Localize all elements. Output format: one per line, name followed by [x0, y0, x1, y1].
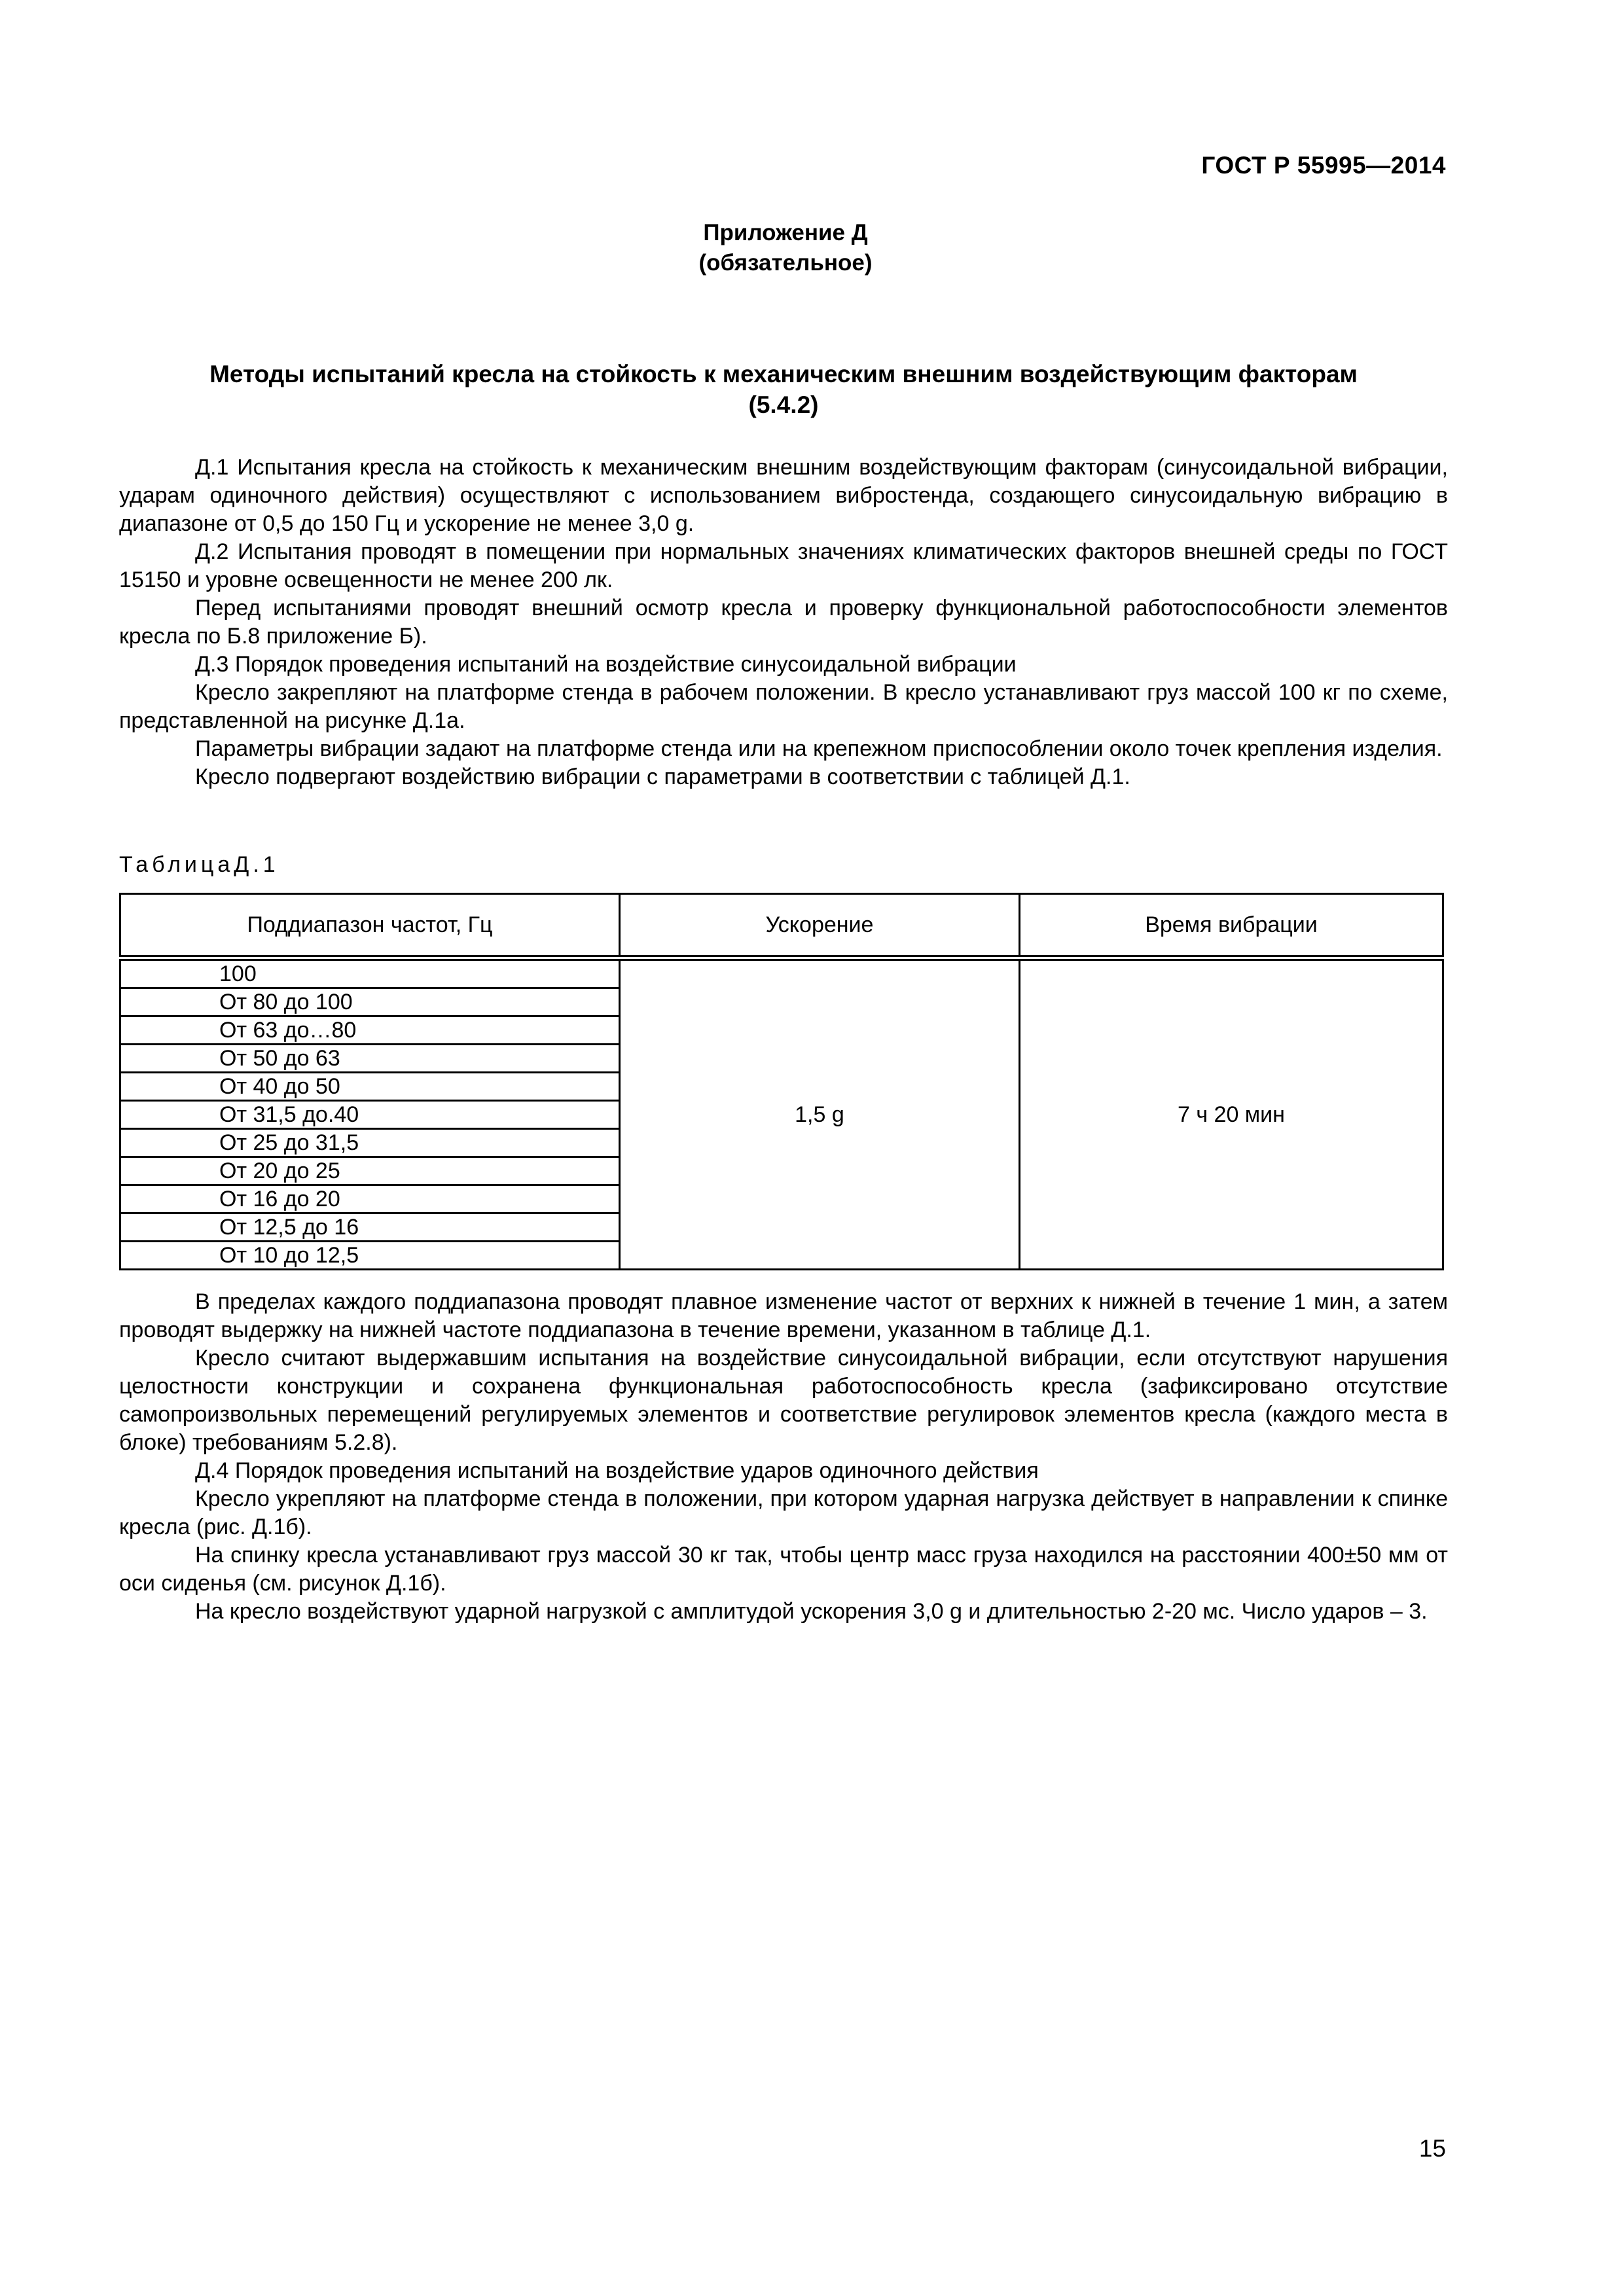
- paragraph: Кресло укрепляют на платформе стенда в положении, при котором ударная нагрузка действует в направлении к спинке кресла (рис. Д.1б).: [119, 1486, 1448, 1539]
- header-acceleration: Ускорение: [619, 894, 1019, 958]
- frequency-range-cell: 100: [120, 958, 620, 988]
- frequency-range-cell: От 16 до 20: [120, 1185, 620, 1213]
- header-vibration-time: Время вибрации: [1020, 894, 1443, 958]
- paragraph: На спинку кресла устанавливают груз массой 30 кг так, чтобы центр масс груза находился на расстоянии 400±50 мм от оси сиденья (см. рисунок Д.1б).: [119, 1543, 1448, 1596]
- appendix-name: Приложение Д: [703, 220, 868, 245]
- paragraph: Кресло подвергают воздействию вибрации с параметрами в соответствии с таблицей Д.1.: [195, 764, 1130, 789]
- page-number: 15: [1418, 2135, 1446, 2162]
- paragraph: Перед испытаниями проводят внешний осмотр кресла и проверку функциональной работоспособности элементов кресла по Б.8 приложение Б).: [119, 596, 1448, 649]
- frequency-range-cell: От 12,5 до 16: [120, 1213, 620, 1242]
- vibration-table: [119, 893, 1444, 1270]
- section-title-line1: Методы испытаний кресла на стойкость к механическим внешним воздействующим факторам: [209, 361, 1358, 387]
- paragraph: Д.2 Испытания проводят в помещении при нормальных значениях климатических факторов внешней среды по ГОСТ 15150 и уровне освещенности не менее 200 лк.: [119, 539, 1448, 592]
- appendix-status: (обязательное): [698, 250, 873, 276]
- table-header-row: [120, 894, 1443, 958]
- frequency-range-cell: От 20 до 25: [120, 1157, 620, 1185]
- appendix-heading: [0, 218, 1571, 278]
- section-title: [119, 359, 1448, 420]
- standard-code: ГОСТ Р 55995—2014: [1201, 152, 1446, 179]
- paragraph: Параметры вибрации задают на платформе стенда или на крепежном приспособлении около точек крепления изделия.: [195, 736, 1443, 761]
- body-text-before-table: [119, 454, 1448, 791]
- table-caption: ТаблицаД.1: [119, 852, 280, 877]
- header-frequency-range: Поддиапазон частот, Гц: [120, 894, 620, 958]
- frequency-range-cell: От 63 до…80: [120, 1016, 620, 1045]
- paragraph: Кресло закрепляют на платформе стенда в рабочем положении. В кресло устанавливают груз массой 100 кг по схеме, представленной на рисунке Д.1а.: [119, 680, 1448, 733]
- frequency-range-cell: От 40 до 50: [120, 1073, 620, 1101]
- frequency-range-cell: От 31,5 до.40: [120, 1101, 620, 1129]
- frequency-range-cell: От 80 до 100: [120, 988, 620, 1016]
- vibration-time-cell: 7 ч 20 мин: [1020, 958, 1443, 1270]
- paragraph: Кресло считают выдержавшим испытания на воздействие синусоидальной вибрации, если отсутствуют нарушения целостности конструкции и сохранена функциональная работоспособность кресла (зафиксировано отсутствие самопроизвольных перемещений регулируемых элементов и соответствие регулировок элементов кресла (каждого места в блоке) требованиям 5.2.8).: [119, 1346, 1448, 1455]
- paragraph: В пределах каждого поддиапазона проводят плавное изменение частот от верхних к нижней в течение 1 мин, а затем проводят выдержку на нижней частоте поддиапазона в течение времени, указанном в таблице Д.1.: [119, 1289, 1448, 1342]
- paragraph: Д.3 Порядок проведения испытаний на воздействие синусоидальной вибрации: [195, 652, 1017, 677]
- frequency-range-cell: От 50 до 63: [120, 1045, 620, 1073]
- paragraph: На кресло воздействуют ударной нагрузкой с амплитудой ускорения 3,0 g и длительностью 2-20 мс. Число ударов – 3.: [195, 1599, 1428, 1624]
- paragraph: Д.4 Порядок проведения испытаний на воздействие ударов одиночного действия: [195, 1458, 1039, 1483]
- body-text-after-table: [119, 1288, 1448, 1626]
- frequency-range-cell: От 10 до 12,5: [120, 1242, 620, 1270]
- section-title-line2: (5.4.2): [748, 391, 819, 418]
- table-row: [120, 958, 1443, 988]
- paragraph: Д.1 Испытания кресла на стойкость к механическим внешним воздействующим факторам (синусоидальной вибрации, ударам одиночного действия) осуществляют с использованием вибростенда, создающего синусоидальную вибрацию в диапазоне от 0,5 до 150 Гц и ускорение не менее 3,0 g.: [119, 455, 1448, 536]
- acceleration-cell: 1,5 g: [619, 958, 1019, 1270]
- frequency-range-cell: От 25 до 31,5: [120, 1129, 620, 1157]
